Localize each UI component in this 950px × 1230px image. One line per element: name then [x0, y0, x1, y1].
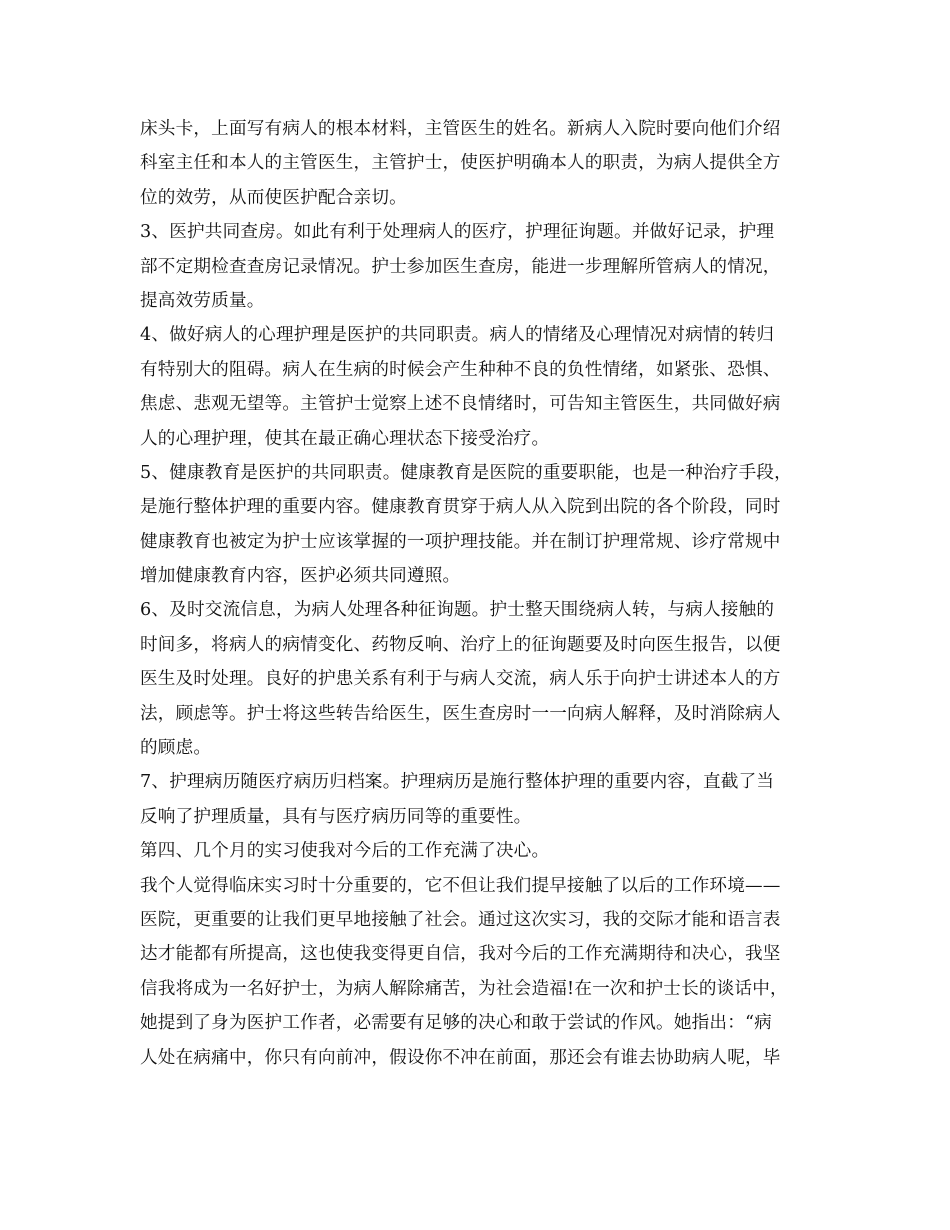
text-line: 焦虑、悲观无望等。主管护士觉察上述不良情绪时，可告知主管医生，共同做好病 — [140, 394, 781, 415]
text-line: 提高效劳质量。 — [140, 290, 265, 311]
text-line: 反响了护理质量，具有与医疗病历同等的重要性。 — [140, 806, 532, 827]
text-line: 床头卡，上面写有病人的根本材料，主管医生的姓名。新病人入院时要向他们介绍 — [140, 119, 781, 139]
text-line: 有特别大的阻碍。病人在生病的时候会产生种种不良的负性情绪，如紧张、恐惧、 — [140, 359, 781, 380]
text-line: 位的效劳，从而使医护配合亲切。 — [140, 187, 407, 208]
text-line: 医生及时处理。良好的护患关系有利于与病人交流，病人乐于向护士讲述本人的方 — [140, 669, 781, 690]
text-line: 3、医护共同查房。如此有利于处理病人的医疗，护理征询题。并做好记录，护理 — [140, 222, 775, 243]
text-line: 部不定期检查查房记录情况。护士参加医生查房，能进一步理解所管病人的情况， — [140, 256, 781, 277]
text-line: 时间多，将病人的病情变化、药物反响、治疗上的征询题要及时向医生报告，以便 — [140, 634, 781, 655]
text-line: 信我将成为一名好护士，为病人解除痛苦，为社会造福!在一次和护士长的谈话中， — [140, 978, 788, 999]
text-line: 法，顾虑等。护士将这些转告给医生，医生查房时一一向病人解释，及时消除病人 — [140, 703, 781, 724]
text-line: 6、及时交流信息，为病人处理各种征询题。护士整天围绕病人转，与病人接触的 — [140, 600, 775, 621]
text-line: 人处在病痛中，你只有向前冲，假设你不冲在前面，那还会有谁去协助病人呢，毕 — [140, 1047, 781, 1068]
text-line: 她提到了身为医护工作者，必需要有足够的决心和敢于尝试的作风。她指出：“病 — [140, 1013, 772, 1034]
text-line: 人的心理护理，使其在最正确心理状态下接受治疗。 — [140, 428, 550, 449]
text-line: 第四、几个月的实习使我对今后的工作充满了决心。 — [140, 841, 550, 862]
text-line: 的顾虑。 — [140, 738, 212, 759]
text-line: 5、健康教育是医护的共同职责。健康教育是医院的重要职能，也是一种治疗手段， — [140, 462, 792, 483]
text-line: 医院，更重要的让我们更早地接触了社会。通过这次实习，我的交际才能和语言表 — [140, 909, 781, 930]
document-body — [140, 112, 830, 1075]
text-line: 7、护理病历随医疗病历归档案。护理病历是施行整体护理的重要内容，直截了当 — [140, 772, 775, 793]
text-line: 我个人觉得临床实习时十分重要的，它不但让我们提早接触了以后的工作环境—— — [140, 875, 781, 896]
text-line: 达才能都有所提高，这也使我变得更自信，我对今后的工作充满期待和决心，我坚 — [140, 944, 781, 965]
text-line: 是施行整体护理的重要内容。健康教育贯穿于病人从入院到出院的各个阶段，同时 — [140, 497, 781, 518]
text-line: 科室主任和本人的主管医生，主管护士，使医护明确本人的职责，为病人提供全方 — [140, 153, 781, 174]
text-line: 健康教育也被定为护士应该掌握的一项护理技能。并在制订护理常规、诊疗常规中 — [140, 531, 781, 552]
text-line: 4、做好病人的心理护理是医护的共同职责。病人的情绪及心理情况对病情的转归 — [140, 325, 775, 346]
text-line: 增加健康教育内容，医护必须共同遵照。 — [140, 566, 461, 587]
